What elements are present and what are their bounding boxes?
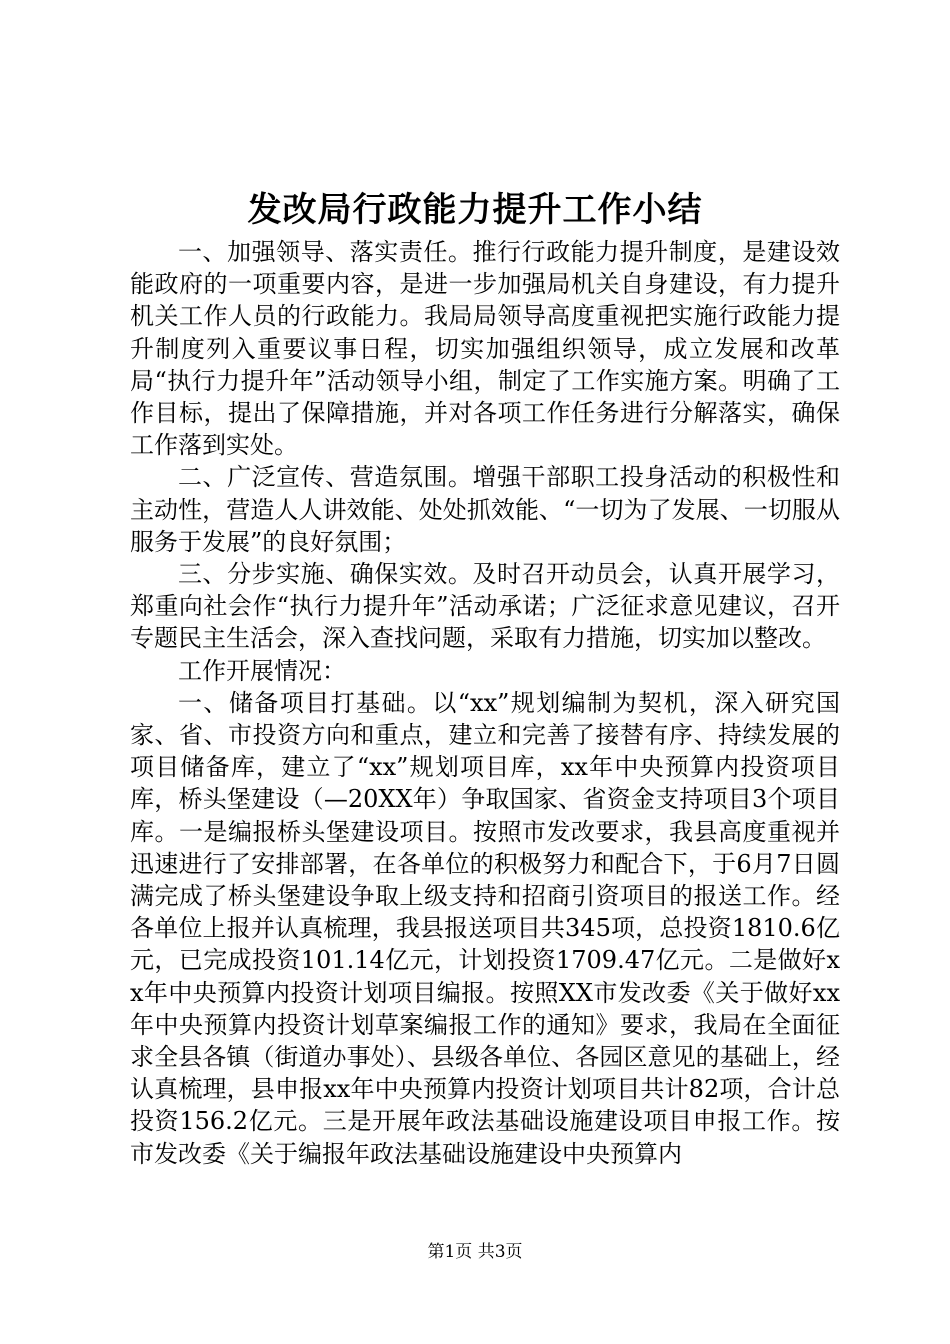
document-title: 发改局行政能力提升工作小结	[247, 190, 703, 230]
document-body	[130, 236, 840, 1170]
paragraph-implementation: 三、分步实施、确保实效。及时召开动员会，认真开展学习，郑重向社会作“执行力提升年”活动承诺；广泛征求意见建议，召开专题民主生活会，深入查找问题，采取有力措施，切实加以整改。	[130, 560, 840, 653]
paragraph-leadership: 一、加强领导、落实责任。推行行政能力提升制度，是建设效能政府的一项重要内容，是进一步加强局机关自身建设，有力提升机关工作人员的行政能力。我局局领导高度重视把实施行政能力提升制度列入重要议事日程，切实加强组织领导，成立发展和改革局“执行力提升年”活动领导小组，制定了工作实施方案。明确了工作目标，提出了保障措施，并对各项工作任务进行分解落实，确保工作落到实处。	[130, 238, 840, 460]
paragraph-work-heading: 工作开展情况：	[178, 656, 346, 685]
paragraph-publicity: 二、广泛宣传、营造氛围。增强干部职工投身活动的积极性和主动性，营造人人讲效能、处处抓效能、“一切为了发展、一切服从服务于发展”的良好氛围；	[130, 463, 840, 556]
paragraph-project-reserve: 一、储备项目打基础。以“xx”规划编制为契机，深入研究国家、省、市投资方向和重点，建立和完善了接替有序、持续发展的项目储备库，建立了“xx”规划项目库，xx年中央预算内投资项目库，桥头堡建设（—20XX年）争取国家、省资金支持项目3个项目库。一是编报桥头堡建设项目。按照市发改要求，我县高度重视并迅速进行了安排部署，在各单位的积极努力和配合下，于6月7日圆满完成了桥头堡建设争取上级支持和招商引资项目的报送工作。经各单位上报并认真梳理，我县报送项目共345项，总投资1810.6亿元，已完成投资101.14亿元，计划投资1709.47亿元。二是做好xx年中央预算内投资计划项目编报。按照XX市发改委《关于做好xx年中央预算内投资计划草案编报工作的通知》要求，我局在全面征求全县各镇（街道办事处）、县级各单位、各园区意见的基础上，经认真梳理，县申报xx年中央预算内投资计划项目共计82项，合计总投资156.2亿元。三是开展年政法基础设施建设项目申报工作。按市发改委《关于编报年政法基础设施建设中央预算内	[130, 688, 840, 1168]
page-footer: 第1页 共3页	[427, 1242, 523, 1262]
